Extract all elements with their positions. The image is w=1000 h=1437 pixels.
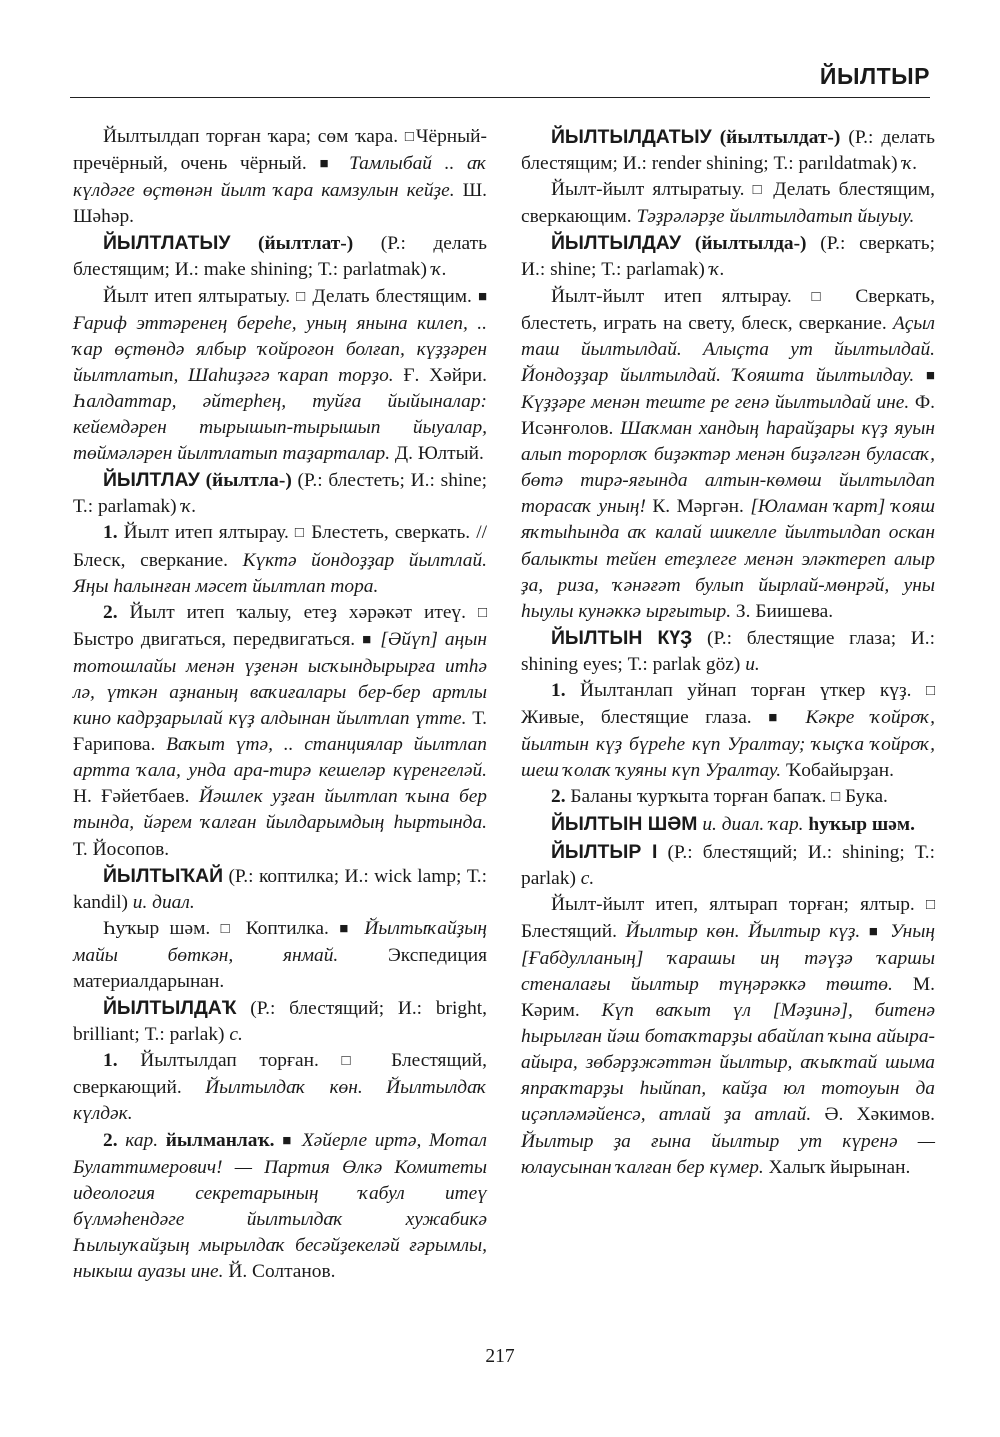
grammar-form: 1. xyxy=(551,679,566,701)
dictionary-entry-heading xyxy=(521,811,935,838)
entry-text xyxy=(73,124,487,230)
text-run: Баланы ҡурҡыта торған бапаҡ. xyxy=(565,786,832,808)
text-run: Ғ. Хәйри. xyxy=(393,364,487,386)
text-run: (Р.: делать блестящим; И.: make shining; Т.: parlatmak) xyxy=(73,233,487,281)
example: Йәшлек уҙған йылтлап ҡына бер тында, йәрем ҡалған йылдарымдың һыртында. xyxy=(73,786,488,834)
example: ҡ. xyxy=(181,496,197,518)
page-number: 217 xyxy=(485,1346,515,1367)
dictionary-entry-heading xyxy=(521,230,935,283)
text-run xyxy=(336,153,349,174)
text-run xyxy=(354,918,364,939)
dictionary-entry-heading xyxy=(521,625,935,678)
example: Тамлыбай .. аҡ күлдәге өҫтөнән йылт ҡара камзулын кейҙе. xyxy=(73,153,487,202)
dictionary-entry-heading xyxy=(73,863,487,916)
right-column xyxy=(521,124,935,1181)
translation-marker-icon: □ xyxy=(752,182,766,199)
text-run: Йылт итеп ялтырау. xyxy=(117,522,295,544)
translation-marker-icon: □ xyxy=(341,1053,369,1070)
translation-marker-icon: □ xyxy=(811,288,836,305)
text-run: Йылтанлап уйнап торған үткер күҙ. xyxy=(565,679,926,701)
text-run: (Р.: блестящий; И.: bright, brilliant; Т.: parlak) xyxy=(73,998,487,1046)
example: Күктә йондоҙҙар йылтлай. Яңы һалынған мәсет йылтлап тора. xyxy=(73,549,487,597)
text-run xyxy=(860,921,869,942)
translation-marker-icon: □ xyxy=(296,288,307,305)
example: Йылтыҡайҙың майы бөткән, янмай. xyxy=(73,917,488,966)
grammar-form: 2. xyxy=(551,786,566,808)
dictionary-entry-heading xyxy=(73,467,487,520)
example-marker-icon: ■ xyxy=(362,631,374,648)
entry-text xyxy=(521,177,935,230)
example: Уның [Ғабдулланың] ҡарашы иң тәүҙә ҡаршы стеналағы йылтыр түңәрәккә төштө. xyxy=(521,920,935,995)
text-run xyxy=(882,921,891,942)
example: ҡ. xyxy=(709,259,725,281)
text-run: Делать блестящим, сверкающим. xyxy=(521,179,936,228)
text-run: Сверкать, блестеть, играть на свету, блеск, сверкание. xyxy=(521,285,935,334)
entry-text xyxy=(521,892,935,1181)
example-marker-icon: ■ xyxy=(925,367,935,384)
example-marker-icon: ■ xyxy=(477,288,488,305)
entry-text xyxy=(73,520,487,599)
grammar-form: 1. xyxy=(103,522,118,544)
example: и. диал. xyxy=(132,891,195,913)
text-run: Бука. xyxy=(840,786,888,808)
example: Һалдаттар, әйтерһең, туйға йыйыналар: кейемдәрен тырышып-тырышып йыуалар, төймәләрен йылтлатып таҙарталар. xyxy=(73,390,487,465)
example-marker-icon: ■ xyxy=(282,1132,295,1149)
text-run: Ҡобайырҙан. xyxy=(781,760,894,782)
translation-marker-icon: □ xyxy=(294,525,306,542)
grammar-form: (йылтылда-) xyxy=(694,233,807,255)
headword: ЙЫЛТЫЛДАТЫУ xyxy=(551,126,712,148)
header-rule xyxy=(70,97,930,98)
example: Ваҡыт үтә, .. станциялар йылтлап артта ҡала, унда ара-тирә кешеләр күренгеләй. xyxy=(73,734,488,782)
text-run: Й. Солтанов. xyxy=(223,1261,336,1283)
grammar-form: (йылтла-) xyxy=(205,470,292,492)
text-run: Д. Юлтый. xyxy=(390,443,484,465)
text-run: Экспедиция материалдарынан. xyxy=(73,944,487,992)
translation-marker-icon: □ xyxy=(925,896,935,913)
example: [Юламан ҡарт] ҡояш яҡтыһында аҡ калай шикелле йылтылдап оскан балыкты тейен етеҙлеге менән эләктереп алыр ҙа, риза, ҡәнәғәт булып йырлай-мөнрәй, уны һыулы кунәккә ырғытыр. xyxy=(521,496,935,622)
headword: ЙЫЛТЫР I xyxy=(551,840,658,863)
text-run: (Р.: коптилка; И.: wick lamp; Т.: kandil) xyxy=(73,865,487,913)
entry-text xyxy=(73,1128,487,1286)
text-run: Чёрный-пречёрный, очень чёрный. xyxy=(73,126,488,175)
text-run: Быстро двигаться, передвигаться. xyxy=(73,628,363,650)
grammar-form: 2. xyxy=(103,1129,118,1151)
entry-text xyxy=(73,916,487,995)
headword: ЙЫЛТЛАУ xyxy=(103,469,200,492)
headword: ЙЫЛТЛАТЫУ xyxy=(103,232,231,255)
text-run: З. Биишева. xyxy=(731,600,834,622)
text-run: Т. Йосопов. xyxy=(73,838,170,860)
example-marker-icon: ■ xyxy=(319,156,337,173)
example: Йылтыр ҙа ғына йылтыр ут күренә — юлаусынан ҡалған бер күмер. xyxy=(521,1130,935,1178)
text-run: Коптилка. xyxy=(235,917,340,939)
left-column xyxy=(73,124,487,1285)
example: Аҫыл таш йылтылдай. Алыҫта ут йылтылдай. Йондоҙҙар йылтылдай. Ҡояшта йылтылдау. xyxy=(521,312,935,386)
text-run: (Р.: блестеть; И.: shine; Т.: parlamak) xyxy=(73,470,487,518)
grammar-form: йылманлаҡ. xyxy=(165,1129,275,1151)
entry-text xyxy=(73,600,487,863)
text-run: Т. Ғарипова. xyxy=(73,708,487,756)
example: Тәҙрәләрҙе йылтылдатып йыуыу. xyxy=(636,206,915,228)
text-run: Ф. Исәнғолов. xyxy=(521,391,936,440)
example: Ғариф эттәренең береһе, уның янына килеп, .. ҡар өҫтөндә ялбыр ҡойроғон болғап, күҙҙәрен йылтлатып, Шаһиҙәгә ҡарап торҙо. xyxy=(73,312,487,386)
example: с. xyxy=(229,1024,243,1046)
text-run: Халыҡ йырынан. xyxy=(763,1156,911,1178)
text-run: Йылт-йылт итеп ялтырау. xyxy=(551,285,812,307)
text-run: Делать блестящим. xyxy=(306,285,478,307)
entry-text xyxy=(73,1048,487,1127)
text-run: Ш. Шәһәр. xyxy=(73,180,487,228)
text-run: (Р.: блестящие глаза; И.: shining eyes; Т.: parlak göz) xyxy=(521,627,935,675)
text-run: Ә. Хәкимов. xyxy=(811,1104,935,1126)
example: и. xyxy=(745,653,760,675)
text-run xyxy=(230,233,258,254)
example: ҡ. xyxy=(431,259,447,281)
text-run xyxy=(914,365,926,386)
page-guide-word: ЙЫЛТЫР xyxy=(819,63,930,89)
text-run: Йылт итеп ҡалыу, етеҙ хәрәкәт итеү. xyxy=(117,601,478,623)
example: Йылтыр көн. Йылтыр күҙ. xyxy=(625,920,861,942)
text-run: Блестеть, сверкать. // Блеск, сверкание. xyxy=(73,522,488,571)
example-marker-icon: ■ xyxy=(868,923,882,940)
text-run: (Р.: сверкать; И.: shine; Т.: parlamak) xyxy=(521,233,935,281)
translation-marker-icon: □ xyxy=(831,789,841,806)
grammar-form: (йылтлат-) xyxy=(258,233,354,255)
text-run: К. Мәргән. xyxy=(645,496,751,518)
text-run: Н. Ғәйетбаев. xyxy=(73,786,199,808)
example: Күҙҙәре менән теште ре генә йылтылдай ине. xyxy=(521,391,910,413)
example: Кәкре ҡойроҡ, йылтын күҙ бүреһе күп Уралтау; ҡыҫҡа ҡойроҡ, шеш ҡолаҡ ҡуяны күп Уралтау. xyxy=(521,707,935,782)
translation-marker-icon: □ xyxy=(220,920,236,937)
entry-text xyxy=(73,284,487,468)
text-run xyxy=(158,1130,166,1151)
headword: ЙЫЛТЫН ШӘМ xyxy=(551,813,698,836)
dictionary-entry-heading xyxy=(521,124,935,177)
grammar-form: һуҡыр шәм. xyxy=(808,814,915,836)
dictionary-entry-heading xyxy=(521,839,935,892)
example: [Әйүп] аңын тотошлайы менән үҙенән ысҡындырырға итһә лә, үткән аҙнаның ваҡиғалары бер-бер артлы кино кадрҙарылай күҙ алдынан йылтлап үтте. xyxy=(73,628,487,730)
entry-text xyxy=(521,784,935,811)
text-run: Йылтылдап торған. xyxy=(117,1050,342,1072)
text-run xyxy=(789,707,806,728)
entry-text xyxy=(521,284,935,625)
text-run xyxy=(712,127,720,148)
dictionary-entry-heading xyxy=(73,230,487,283)
grammar-form: (йылтылдат-) xyxy=(719,127,841,148)
grammar-form: 1. xyxy=(103,1050,118,1072)
headword: ЙЫЛТЫҠАЙ xyxy=(103,864,224,887)
text-run: (Р.: блестящий; И.: shining; Т.: parlak) xyxy=(521,841,936,889)
translation-marker-icon: □ xyxy=(925,682,935,699)
headword: ЙЫЛТЫЛДАУ xyxy=(551,232,682,255)
text-run: Йылт-йылт итеп, ялтырап торған; ялтыр. xyxy=(551,893,926,915)
text-run: Йылт итеп ялтыратыу. xyxy=(103,285,297,307)
text-run: Йылтылдап торған ҡара; сөм ҡара. xyxy=(103,126,405,147)
headword: ЙЫЛТЫЛДАҠ xyxy=(103,997,237,1020)
entry-text xyxy=(521,678,935,784)
dictionary-entry-heading xyxy=(73,995,487,1048)
example: и. диал. ҡар. xyxy=(702,814,804,836)
text-run: (Р.: делать блестящим; И.: render shining; Т.: parıldatmak) xyxy=(521,127,935,175)
example-marker-icon: ■ xyxy=(339,920,354,937)
text-run: Блестящий. xyxy=(521,920,626,942)
example: Йылтылдаҡ көн. Йылтылдаҡ күлдәк. xyxy=(73,1077,487,1125)
text-run: Һуҡыр шәм. xyxy=(103,917,221,939)
text-run: Блестящий, сверкающий. xyxy=(73,1050,487,1099)
example-marker-icon: ■ xyxy=(768,710,789,727)
example: Шаҡман хандың һарайҙары күҙ яуын алып торорлоҡ биҙәктәр менән биҙәлгән буласаҡ, бөтә тирә-яғында алтын-көмөш йылтылдап торасаҡ уның! xyxy=(521,418,936,518)
translation-marker-icon: □ xyxy=(477,604,487,621)
example: кар. xyxy=(125,1129,159,1151)
translation-marker-icon: □ xyxy=(404,129,416,145)
grammar-form: 2. xyxy=(103,601,118,623)
text-run: Йылт-йылт ялтыратыу. xyxy=(551,179,753,201)
headword: ЙЫЛТЫН КҮҘ xyxy=(551,626,693,649)
text-run: Живые, блестящие глаза. xyxy=(521,707,769,729)
example: Хәйерле иртә, Мотал Булаттимерович! — Партия Өлкә Комитеты идеология секретарының ҡабул итеү бүлмәһендәге йылтылдаҡ хужабикә Һылыуҡайҙың мырылдаҡ бесәйҙекеләй ғәрымлы, ныкыш ауазы ине. xyxy=(73,1129,487,1283)
example: Күп ваҡыт үл [Мәҙинә], битенә һырылған йәш ботаҡтарҙы абайлап ҡына айыра-айыра, зөбәрҙжәттән йылтыр, аҡыҡтай шыма япраҡтарҙы һыйпап, кайҙа юл тотоуын да иҫәпләмәйенсә, атлай ҙа атлай. xyxy=(521,1000,935,1126)
text-run xyxy=(681,233,695,254)
example: с. xyxy=(580,867,595,889)
text-run xyxy=(294,1130,302,1151)
example: ҡ. xyxy=(902,153,918,175)
text-run: М. Кәрим. xyxy=(521,974,935,1022)
